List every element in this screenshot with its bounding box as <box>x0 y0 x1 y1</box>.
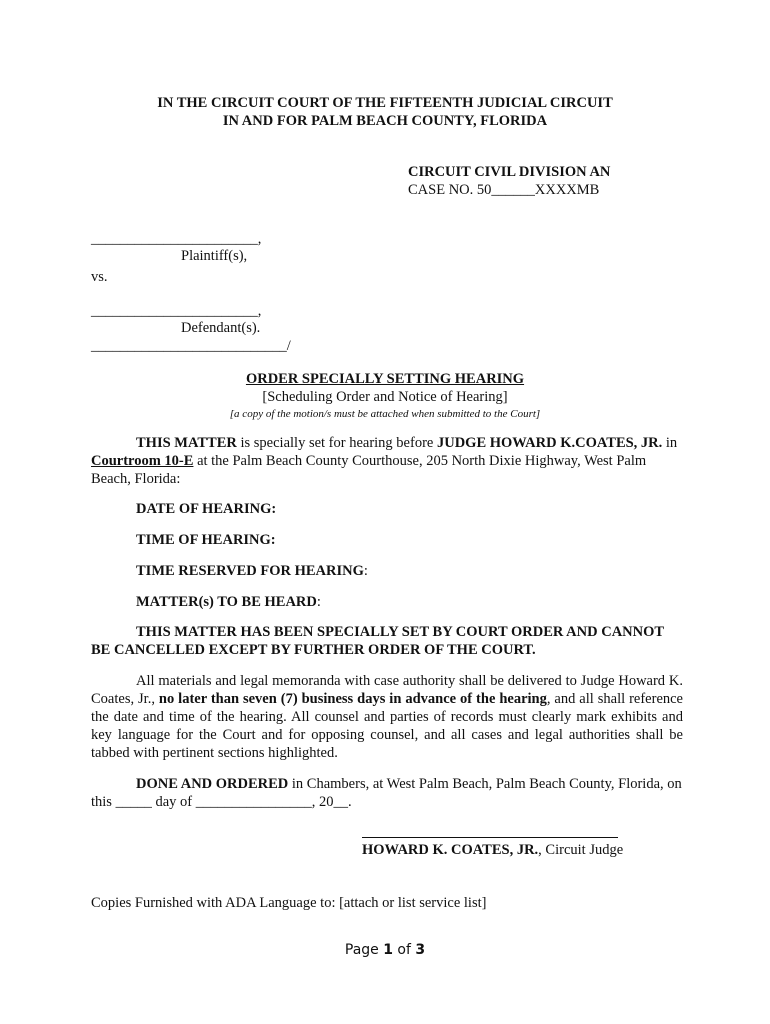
courtroom-label: Courtroom 10-E <box>91 453 194 469</box>
done-ordered-text: in Chambers, at West Palm Beach, Palm Beach County, Florida, on this _____ day of ________________, 20__. <box>91 776 682 810</box>
defendant-label: Defendant(s). <box>181 320 261 336</box>
matters-label: MATTER(s) TO BE HEARD <box>136 594 317 610</box>
page-footer <box>0 942 770 958</box>
matters-colon: : <box>316 594 321 610</box>
this-matter-label: THIS MATTER <box>136 435 237 451</box>
order-subtitle: [Scheduling Order and Notice of Hearing] <box>262 389 508 405</box>
caption-closing-blank: ___________________________/ <box>91 338 291 354</box>
intro-text-3: at the Palm Beach County Courthouse, 205 North Dixie Highway, West Palm Beach, Florida: <box>91 453 647 487</box>
signature-line <box>362 837 618 838</box>
judge-signature-title: , Circuit Judge <box>538 842 624 858</box>
special-set-notice <box>91 623 683 659</box>
versus-label: vs. <box>91 269 108 285</box>
date-of-hearing-label: DATE OF HEARING: <box>136 501 277 517</box>
order-title: ORDER SPECIALLY SETTING HEARING <box>245 371 525 387</box>
motion-attach-note: [a copy of the motion/s must be attached when submitted to the Court] <box>229 408 541 420</box>
plaintiff-label: Plaintiff(s), <box>181 248 248 264</box>
done-ordered-label: DONE AND ORDERED <box>136 776 289 792</box>
court-heading-line1: IN THE CIRCUIT COURT OF THE FIFTEENTH JUDICIAL CIRCUIT <box>157 95 613 111</box>
intro-paragraph <box>91 434 683 488</box>
of-word: of <box>392 942 416 958</box>
time-reserved-label: TIME RESERVED FOR HEARING <box>136 563 364 579</box>
done-ordered-paragraph <box>91 775 683 811</box>
materials-text-1: All materials and legal memoranda with case authority shall be delivered to Judge Howard K. Coates, Jr., <box>91 673 683 707</box>
intro-text-1: is specially set for hearing before <box>236 435 437 451</box>
time-of-hearing-label: TIME OF HEARING: <box>136 532 276 548</box>
page-number: 1 <box>383 942 393 958</box>
time-reserved-colon: : <box>363 563 368 579</box>
plaintiff-blank: _______________________, <box>91 231 262 247</box>
judge-name: JUDGE HOWARD K.COATES, JR. <box>436 435 663 451</box>
division-label: CIRCUIT CIVIL DIVISION AN <box>408 164 611 180</box>
time-reserved-row <box>136 562 368 580</box>
signature-block <box>362 841 623 859</box>
intro-text-2: in <box>662 435 678 451</box>
page-total: 3 <box>415 942 426 958</box>
case-number: CASE NO. 50______XXXXMB <box>408 182 600 198</box>
court-heading-line2: IN AND FOR PALM BEACH COUNTY, FLORIDA <box>222 113 548 129</box>
materials-deadline: no later than seven (7) business days in advance of the hearing <box>158 691 547 707</box>
copies-furnished: Copies Furnished with ADA Language to: [attach or list service list] <box>91 895 487 911</box>
defendant-blank: _______________________, <box>91 303 262 319</box>
materials-text-2: , and all shall reference the date and time of the hearing. All counsel and parties of records must clearly mark exhibits and key language for the Court and for opposing counsel, and all cases and legal authorities shall be tabbed with pertinent sections highlighted. <box>91 691 683 761</box>
materials-paragraph <box>91 672 683 762</box>
special-set-text: THIS MATTER HAS BEEN SPECIALLY SET BY COURT ORDER AND CANNOT BE CANCELLED EXCEPT BY FURTHER ORDER OF THE COURT. <box>91 624 664 658</box>
page-word: Page <box>344 942 384 958</box>
judge-signature-name: HOWARD K. COATES, JR. <box>362 842 539 858</box>
matters-row <box>136 593 321 611</box>
